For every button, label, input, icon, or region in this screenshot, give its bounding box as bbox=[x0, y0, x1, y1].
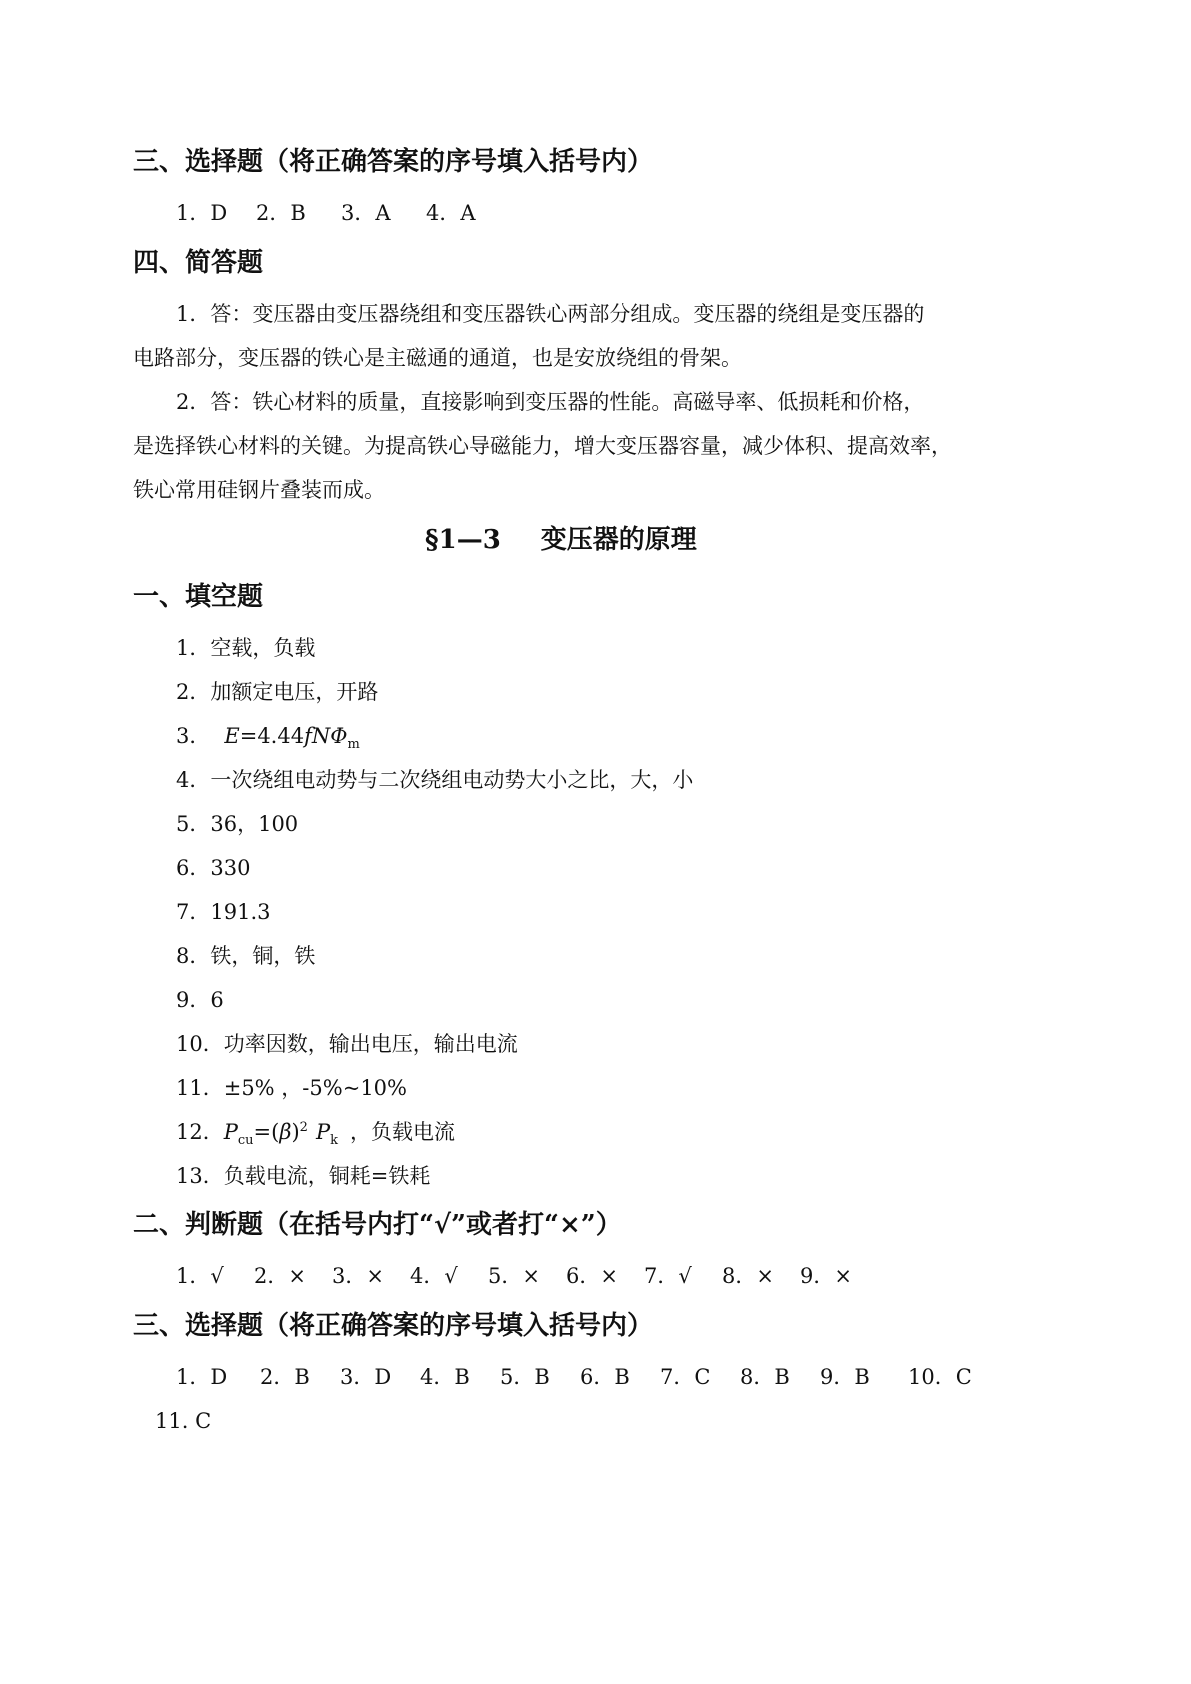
symbol-P: P bbox=[223, 1120, 238, 1144]
section-heading-fill-blank: 一、填空题 bbox=[133, 582, 264, 612]
subscript-cu: cu bbox=[237, 1133, 254, 1149]
answer-item: 1．√ bbox=[176, 1264, 224, 1288]
answer-item: 2．B bbox=[260, 1365, 310, 1389]
section-number: §1—3 bbox=[425, 525, 501, 555]
answer-item: 6．B bbox=[580, 1365, 630, 1389]
section-heading-choice: 三、选择题（将正确答案的序号填入括号内） bbox=[133, 1311, 654, 1341]
answer-item: 8．B bbox=[740, 1365, 790, 1389]
answer-item: 7．C bbox=[660, 1365, 711, 1389]
short-answer-1-line-1: 1．答：变压器由变压器绕组和变压器铁心两部分组成。变压器的绕组是变压器的 bbox=[176, 302, 925, 326]
fill-answer-1: 1．空载，负载 bbox=[176, 636, 316, 660]
answer-item: 2．× bbox=[254, 1264, 306, 1288]
symbol-phi: Φ bbox=[330, 724, 348, 748]
section-name: 变压器的原理 bbox=[540, 525, 697, 555]
answer-item: 1．D bbox=[176, 201, 228, 225]
choice-answers bbox=[176, 1363, 972, 1391]
answer-item: 10．C bbox=[908, 1365, 972, 1389]
answer-item: 9．× bbox=[800, 1264, 852, 1288]
section-heading-choice-prev: 三、选择题（将正确答案的序号填入括号内） bbox=[133, 147, 654, 177]
short-answer-2-line-1: 2．答：铁心材料的质量，直接影响到变压器的性能。高磁导率、低损耗和价格， bbox=[176, 390, 925, 414]
fill-answer-5: 5．36，100 bbox=[176, 812, 299, 836]
superscript-2: 2 bbox=[299, 1120, 308, 1135]
fill-answer-4: 4．一次绕组电动势与二次绕组电动势大小之比，大，小 bbox=[176, 768, 694, 792]
subscript-m: m bbox=[347, 737, 360, 753]
fill-answer-12 bbox=[176, 1118, 455, 1149]
answer-number: 12． bbox=[176, 1120, 224, 1144]
answer-item: 9．B bbox=[820, 1365, 870, 1389]
answer-item: 3．× bbox=[332, 1264, 384, 1288]
answer-item: 3．A bbox=[341, 201, 391, 225]
fill-answer-3 bbox=[176, 722, 360, 753]
short-answer-2-line-3: 铁心常用硅钢片叠装而成。 bbox=[133, 478, 385, 502]
section-heading-true-false: 二、判断题（在括号内打“√”或者打“×”） bbox=[133, 1210, 622, 1240]
symbol-E: E bbox=[224, 724, 240, 748]
answer-tail: ，负载电流 bbox=[349, 1120, 455, 1144]
choice-answer-11: 11. C bbox=[155, 1409, 212, 1433]
symbol-P: P bbox=[315, 1120, 331, 1144]
symbol-N: N bbox=[311, 724, 331, 748]
answer-item: 4．A bbox=[426, 201, 476, 225]
answer-item: 4．√ bbox=[410, 1264, 458, 1288]
symbol-beta: β bbox=[279, 1120, 292, 1144]
short-answer-2-line-2: 是选择铁心材料的关键。为提高铁心导磁能力，增大变压器容量，减少体积、提高效率， bbox=[133, 434, 952, 458]
fill-answer-13: 13．负载电流，铜耗=铁耗 bbox=[176, 1164, 431, 1188]
fill-answer-7: 7．191.3 bbox=[176, 900, 271, 924]
formula-paren: ) bbox=[291, 1120, 300, 1144]
answer-item: 5．× bbox=[488, 1264, 540, 1288]
answer-item: 6．× bbox=[566, 1264, 618, 1288]
answer-number: 3． bbox=[176, 724, 211, 748]
fill-answer-9: 9．6 bbox=[176, 988, 224, 1012]
short-answer-1-line-2: 电路部分，变压器的铁心是主磁通的通道，也是安放绕组的骨架。 bbox=[133, 346, 742, 370]
answer-item: 7．√ bbox=[644, 1264, 692, 1288]
fill-answer-10: 10．功率因数，输出电压，输出电流 bbox=[176, 1032, 518, 1056]
fill-answer-8: 8．铁，铜，铁 bbox=[176, 944, 316, 968]
formula-constant: =4.44 bbox=[239, 724, 305, 748]
answer-item: 5．B bbox=[500, 1365, 550, 1389]
section-title bbox=[425, 523, 697, 557]
true-false-answers bbox=[176, 1262, 852, 1290]
fill-answer-6: 6．330 bbox=[176, 856, 251, 880]
subscript-k: k bbox=[330, 1133, 338, 1149]
answer-item: 3．D bbox=[340, 1365, 392, 1389]
fill-answer-11: 11．±5% ，-5%~10% bbox=[176, 1076, 407, 1100]
symbol-f: f bbox=[304, 724, 312, 748]
section-heading-short-answer: 四、简答题 bbox=[133, 248, 264, 278]
formula-equals: =( bbox=[253, 1120, 280, 1144]
answer-item: 1．D bbox=[176, 1365, 228, 1389]
answer-item: 8．× bbox=[722, 1264, 774, 1288]
answer-item: 4．B bbox=[420, 1365, 470, 1389]
fill-answer-2: 2．加额定电压，开路 bbox=[176, 680, 379, 704]
answer-item: 2．B bbox=[256, 201, 306, 225]
choice-prev-answers bbox=[176, 199, 476, 227]
